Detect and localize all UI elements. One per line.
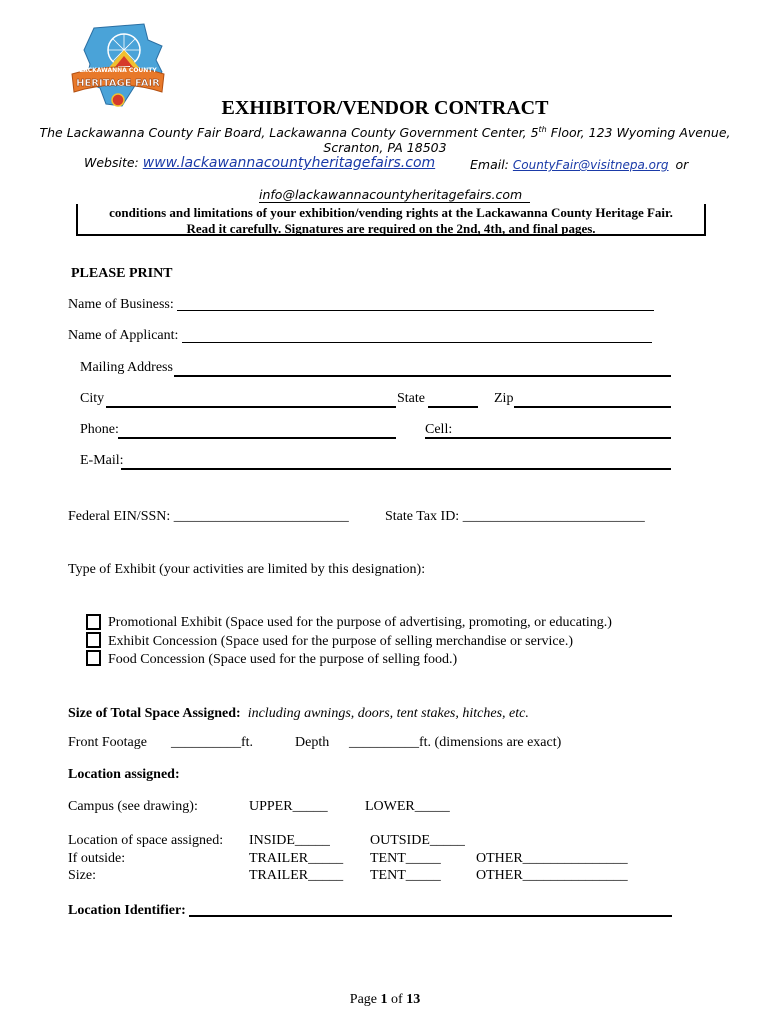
inside-option[interactable]: INSIDE_____ (249, 833, 330, 848)
lower-option[interactable]: LOWER_____ (365, 799, 450, 814)
exhibit-concession-checkbox[interactable] (86, 632, 101, 648)
other-option-2[interactable]: OTHER_______________ (476, 868, 628, 883)
zip-field[interactable] (514, 406, 671, 408)
location-assigned-heading: Location assigned: (68, 767, 180, 782)
email-link-2[interactable]: info@lackawannacountyheritagefairs.com (259, 187, 523, 202)
website-link[interactable]: www.lackawannacountyheritagefairs.com (142, 155, 436, 171)
applicant-label: Name of Applicant: (68, 328, 179, 343)
phone-field[interactable] (118, 437, 396, 439)
food-concession-checkbox[interactable] (86, 650, 101, 666)
page-title: EXHIBITOR/VENDOR CONTRACT (221, 97, 549, 119)
tax-field[interactable]: __________________________ (462, 509, 645, 524)
size-row-label: Size: (68, 868, 96, 883)
business-label: Name of Business: (68, 297, 174, 312)
trailer-option-1[interactable]: TRAILER_____ (249, 851, 344, 866)
zip-label: Zip (494, 391, 514, 406)
exhibit-type-promotional: Promotional Exhibit (Space used for the purpose of advertising, promoting, or educating.) (108, 615, 612, 630)
state-field[interactable] (428, 406, 478, 408)
business-field[interactable] (177, 310, 654, 311)
location-identifier-label: Location Identifier: (68, 903, 186, 918)
size-heading: Size of Total Space Assigned: including awnings, doors, tent stakes, hitches, etc. (68, 706, 529, 721)
city-label: City (80, 391, 105, 406)
location-identifier-field[interactable] (189, 915, 672, 917)
front-footage-label: Front Footage (68, 735, 147, 750)
outside-option[interactable]: OUTSIDE_____ (370, 833, 465, 848)
email-link-2-row (259, 187, 530, 203)
location-space-label: Location of space assigned: (68, 833, 224, 848)
mailing-label: Mailing Address (80, 360, 173, 375)
email-field-label: E-Mail: (80, 453, 124, 468)
if-outside-label: If outside: (68, 851, 126, 866)
notice-line-1: conditions and limitations of your exhibition/vending rights at the Lackawanna County Heritage Fair. (109, 205, 673, 220)
ein-label: Federal EIN/SSN: _________________________ (68, 509, 349, 524)
website-row: Website: www.lackawannacountyheritagefairs.com (84, 155, 436, 171)
cell-field[interactable] (425, 437, 671, 439)
upper-option[interactable]: UPPER_____ (249, 799, 328, 814)
depth-field[interactable]: __________ft. (dimensions are exact) (349, 735, 562, 750)
logo-arc-text: LACKAWANNA COUNTY (79, 67, 157, 74)
email-link-1[interactable]: CountyFair@visitnepa.org (512, 158, 669, 172)
state-label: State (397, 391, 425, 406)
phone-label: Phone: (80, 422, 119, 437)
cell-label: Cell: (425, 422, 453, 437)
campus-label: Campus (see drawing): (68, 799, 198, 814)
please-print-heading: PLEASE PRINT (71, 266, 173, 281)
trailer-option-2[interactable]: TRAILER_____ (249, 868, 344, 883)
applicant-field[interactable] (182, 342, 652, 343)
mailing-field[interactable] (174, 375, 671, 377)
tax-label: State Tax ID: __________________________ (385, 509, 645, 524)
page-number: Page 1 of 13 (349, 992, 421, 1007)
address-line-2: Scranton, PA 18503 (323, 140, 447, 155)
tent-option-2[interactable]: TENT_____ (370, 868, 441, 883)
exhibit-type-food: Food Concession (Space used for the purpose of selling food.) (108, 652, 458, 667)
email-field[interactable] (121, 468, 671, 470)
exhibit-type-label: Type of Exhibit (your activities are limited by this designation): (68, 562, 426, 577)
front-footage-field[interactable]: __________ft. (171, 735, 254, 750)
promotional-checkbox[interactable] (86, 614, 101, 630)
tent-option-1[interactable]: TENT_____ (370, 851, 441, 866)
notice-line-2: Read it carefully. Signatures are required on the 2nd, 4th, and final pages. (186, 221, 596, 236)
address-line-1: The Lackawanna County Fair Board, Lackawanna County Government Center, 5th Floor, 123 Wyoming Avenue, (39, 125, 731, 141)
email-row: Email: CountyFair@visitnepa.org or (470, 157, 689, 172)
depth-label: Depth (295, 735, 330, 750)
city-field[interactable] (106, 406, 396, 408)
logo-banner-text: HERITAGE FAIR (76, 78, 160, 89)
ein-field[interactable]: _________________________ (173, 509, 349, 524)
notice-box (76, 204, 706, 236)
exhibit-type-concession: Exhibit Concession (Space used for the purpose of selling merchandise or service.) (108, 634, 573, 649)
other-option-1[interactable]: OTHER_______________ (476, 851, 628, 866)
